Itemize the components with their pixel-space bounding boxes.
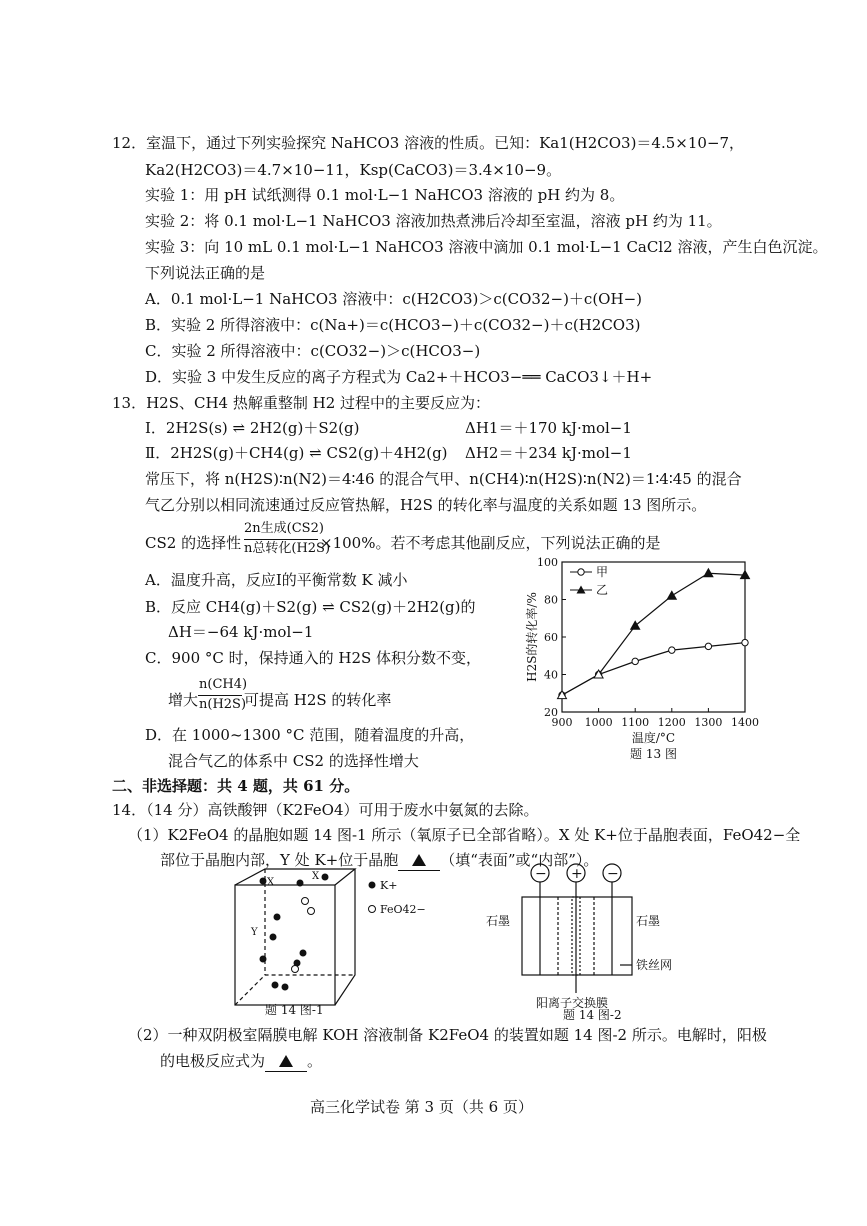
q12-option-b: B．实验 2 所得溶液中：c(Na+)＝c(HCO3−)＋c(CO32−)＋c(H2CO3) — [145, 316, 641, 334]
k-ion — [274, 914, 281, 921]
legend-label-1: 甲 — [596, 565, 609, 579]
q13-option-c-post: 可提高 H2S 的转化率 — [244, 691, 392, 709]
k-ion — [282, 984, 289, 991]
iron-mesh-label: 铁丝网 — [636, 958, 673, 972]
q12-exp1: 实验 1：用 pH 试纸测得 0.1 mol·L−1 NaHCO3 溶液的 pH 约为 8。 — [145, 186, 625, 204]
label-x: X — [312, 871, 320, 882]
q14-part2-post: 。 — [307, 1052, 323, 1070]
series-1-point — [742, 639, 748, 645]
x-tick-label: 1000 — [584, 716, 613, 729]
q13-reaction-1: Ⅰ．2H2S(s) ⇌ 2H2(g)＋S2(g) — [145, 419, 360, 437]
q12-option-c: C．实验 2 所得溶液中：c(CO32−)＞c(HCO3−) — [145, 342, 481, 360]
series-2-point — [667, 591, 676, 599]
q14-part1-post: （填“表面”或“内部”）。 — [440, 851, 599, 869]
cell-side-face — [335, 869, 355, 1005]
x-tick-label: 1400 — [731, 716, 759, 729]
q13-conversion-chart — [510, 550, 770, 765]
minus-sign: − — [535, 866, 547, 882]
label-x: X — [267, 877, 275, 888]
crystal-cell-figure — [225, 865, 426, 1015]
fig14-2-caption: 题 14 图-2 — [563, 1008, 622, 1022]
q12-option-a: A．0.1 mol·L−1 NaHCO3 溶液中：c(H2CO3)＞c(CO32−)＋c(OH−) — [145, 290, 642, 308]
q14-part2-line2 — [160, 1051, 322, 1072]
fraction-bar — [244, 539, 318, 540]
q14-part1-pre: 部位于晶胞内部，Y 处 K+位于晶胞 — [160, 851, 399, 869]
k-ion — [260, 956, 267, 963]
k-ion — [322, 874, 329, 881]
y-tick-label: 20 — [544, 706, 558, 719]
membrane-label: 阳离子交换膜 — [536, 996, 609, 1010]
x-tick-label: 1300 — [694, 716, 723, 729]
legend-feo4-marker — [369, 906, 376, 913]
q13-option-c-denominator: n(H2S) — [199, 697, 247, 712]
feo4-ion — [292, 966, 299, 973]
legend-k-marker — [369, 882, 376, 889]
q14-part1-line1: （1）K2FeO4 的晶胞如题 14 图-1 所示（氧原子已全部省略）。X 处 K+位于晶胞表面，FeO42−全 — [128, 826, 801, 844]
electrolysis-figure — [480, 855, 700, 1020]
x-tick-label: 900 — [551, 716, 573, 729]
x-tick-label: 1200 — [657, 716, 686, 729]
legend-feo4-label: FeO42− — [380, 903, 426, 916]
q13-option-c-pre: 增大 — [168, 691, 199, 709]
q13-option-d-line1: D．在 1000~1300 °C 范围，随着温度的升高， — [145, 726, 475, 744]
q13-reaction-2: Ⅱ．2H2S(g)＋CH4(g) ⇌ CS2(g)＋4H2(g) — [145, 444, 448, 462]
minus-sign: − — [607, 866, 619, 882]
q13-option-b-line2: ΔH＝−64 kJ·mol−1 — [168, 623, 314, 641]
legend-marker-1 — [578, 569, 584, 575]
series-line-2 — [562, 573, 745, 695]
y-tick-label: 60 — [544, 631, 558, 644]
y-tick-label: 80 — [544, 593, 558, 607]
x-axis-label: 温度/°C — [631, 731, 676, 745]
q13-selectivity-numerator: 2n生成(CS2) — [244, 521, 324, 536]
answer-blank[interactable] — [265, 1051, 307, 1072]
y-axis-label: H2S的转化率/% — [525, 592, 539, 682]
q13-option-a: A．温度升高，反应Ⅰ的平衡常数 K 减小 — [145, 571, 408, 589]
k-ion — [260, 878, 267, 885]
graphite-left-label: 石墨 — [486, 914, 511, 928]
q14-part2-line1: （2）一种双阴极室隔膜电解 KOH 溶液制备 K2FeO4 的装置如题 14 图-2 所示。电解时，阳极 — [128, 1026, 767, 1044]
q12-option-d: D．实验 3 中发生反应的离子方程式为 Ca2+＋HCO3−══ CaCO3↓＋H+ — [145, 368, 653, 386]
q13-option-d-line2: 混合气乙的体系中 CS2 的选择性增大 — [168, 752, 419, 770]
triangle-icon — [279, 1055, 293, 1067]
legend-k-label: K+ — [380, 879, 398, 892]
series-1-point — [669, 647, 675, 653]
q13-selectivity-label: CS2 的选择性 — [145, 534, 242, 552]
plus-sign: + — [571, 866, 583, 882]
k-ion — [270, 934, 277, 941]
k-ion — [300, 950, 307, 957]
q12-exp2: 实验 2：将 0.1 mol·L−1 NaHCO3 溶液加热煮沸后冷却至室温，溶液 pH 约为 11。 — [145, 212, 722, 230]
graphite-right-label: 石墨 — [636, 914, 661, 928]
q12-stem: 12．室温下，通过下列实验探究 NaHCO3 溶液的性质。已知：Ka1(H2CO3)＝4.5×10−7， — [112, 134, 745, 152]
q13-reaction-2-dh: ΔH2＝＋234 kJ·mol−1 — [465, 444, 632, 462]
feo4-ion — [308, 908, 315, 915]
cell-top-face — [235, 869, 355, 885]
series-line-1 — [562, 643, 745, 696]
label-y: Y — [251, 927, 258, 938]
q13-selectivity-denominator: n总转化(H2S) — [244, 541, 331, 556]
legend-label-2: 乙 — [596, 583, 609, 597]
x-tick-label: 1100 — [621, 716, 650, 729]
fig14-1-caption: 题 14 图-1 — [265, 1003, 324, 1017]
electrolysis-tank — [522, 897, 632, 975]
section-2-heading: 二、非选择题：共 4 题，共 61 分。 — [112, 777, 360, 795]
q13-option-c-line1: C．900 °C 时，保持通入的 H2S 体积分数不变， — [145, 649, 482, 667]
q12-stem2: Ka2(H2CO3)＝4.7×10−11，Ksp(CaCO3)＝3.4×10−9。 — [145, 161, 562, 179]
q13-description-1: 常压下，将 n(H2S)∶n(N2)＝4∶46 的混合气甲、n(CH4)∶n(H2S)∶n(N2)＝1∶4∶45 的混合 — [145, 470, 742, 488]
feo4-ion — [302, 898, 309, 905]
q13-description-2: 气乙分别以相同流速通过反应管热解，H2S 的转化率与温度的关系如题 13 图所示。 — [145, 496, 707, 514]
q13-reaction-1-dh: ΔH1＝＋170 kJ·mol−1 — [465, 419, 632, 437]
series-1-point — [705, 643, 711, 649]
chart-caption: 题 13 图 — [630, 747, 677, 761]
q13-option-b-line1: B．反应 CH4(g)＋S2(g) ⇌ CS2(g)＋2H2(g)的 — [145, 598, 476, 616]
y-tick-label: 100 — [537, 556, 558, 569]
q12-prompt: 下列说法正确的是 — [145, 264, 266, 282]
q13-stem: 13．H2S、CH4 热解重整制 H2 过程中的主要反应为： — [112, 394, 491, 412]
q12-exp3: 实验 3：向 10 mL 0.1 mol·L−1 NaHCO3 溶液中滴加 0.1 mol·L−1 CaCl2 溶液，产生白色沉淀。 — [145, 238, 828, 256]
k-ion — [272, 982, 279, 989]
q13-option-c-numerator: n(CH4) — [199, 677, 248, 692]
q13-selectivity-tail: ×100%。若不考虑其他副反应，下列说法正确的是 — [320, 534, 661, 552]
triangle-icon — [412, 854, 426, 866]
fraction-bar — [198, 695, 242, 696]
series-2-point — [704, 569, 713, 577]
y-tick-label: 40 — [544, 668, 558, 682]
plot-frame — [562, 562, 745, 712]
q14-stem: 14．（14 分）高铁酸钾（K2FeO4）可用于废水中氨氮的去除。 — [112, 801, 539, 819]
q14-part2-pre: 的电极反应式为 — [160, 1052, 266, 1070]
series-1-point — [632, 658, 638, 664]
page-footer: 高三化学试卷 第 3 页（共 6 页） — [310, 1098, 533, 1116]
k-ion — [297, 880, 304, 887]
